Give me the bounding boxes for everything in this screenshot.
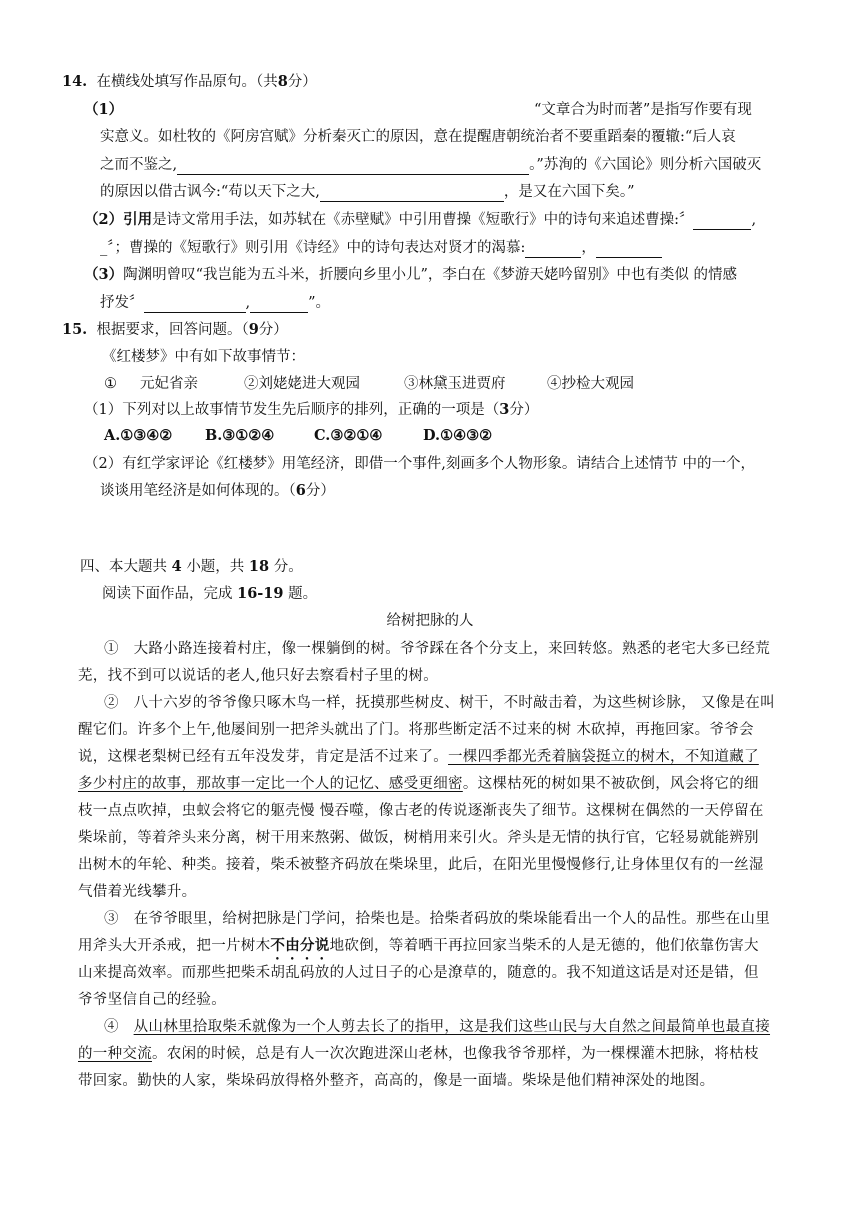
- q15-sub1: [84, 400, 538, 420]
- underlined-sentence-2: 从山林里拾取柴禾就像为一个人剪去长了的指甲，这是我们这些山民与大自然之间最简单也最直接: [133, 1019, 771, 1035]
- instruction-b: 题。: [288, 586, 318, 602]
- para4-line3: 带回家。勤快的人家，柴垛码放得格外整齐，高高的，像是一面墙。柴垛是他们精神深处的地图。: [78, 1073, 715, 1089]
- underlined-sentence-cont: 多少村庄的故事，那故事一定比一个人的记忆、感受更细密: [78, 776, 463, 792]
- section4-heading-mid: 小题，共: [186, 559, 245, 575]
- q15-option-a[interactable]: A.①③④②: [104, 427, 173, 444]
- q15-score: 9: [248, 321, 259, 338]
- q14-p1-line4-b: ，是又在六国下矣。”: [503, 184, 635, 200]
- q14-p1-line4: [100, 182, 635, 202]
- section4-heading-end: 分。: [273, 559, 303, 575]
- q15-sub2-score: 6: [295, 482, 306, 499]
- q14-p1-intro: “文章合为时而著”是指写作要有现: [534, 102, 752, 118]
- q14-p2-line2: [100, 238, 662, 258]
- para2-line5: 枝一点点吹掉，虫蚁会将它的躯壳慢 慢吞噬，像古老的传说逐渐丧失了细节。这棵树在偶然的一天停留在: [78, 803, 764, 819]
- para2-line7: 出树木的年轮、种类。接着，柴禾被整齐码放在柴垛里，此后，在阳光里慢慢修行,让身体里仅有的一丝湿: [78, 857, 764, 873]
- q14-p3-text2a: 抒发〞: [100, 295, 144, 311]
- q14-p3-text1: 陶渊明曾叹“我岂能为五斗米，折腰向乡里小儿”，李白在《梦游天姥吟留别》中也有类似 的情感: [123, 267, 738, 283]
- q15-intro: 《红楼梦》中有如下故事情节：: [102, 349, 305, 365]
- q15-sub2-line1: （2）有红学家评论《红楼梦》用笔经济，即借一个事件,刻画多个人物形象。请结合上述情节 中的一个，: [84, 456, 755, 472]
- q14-p2-label: （2）引用: [84, 211, 153, 228]
- dotted-emphasis-phrase: 不由分说: [270, 937, 330, 954]
- q14-p1-line3: [100, 155, 761, 175]
- instruction-range: 16-19: [237, 585, 284, 602]
- q14-p3-line2: [100, 293, 330, 313]
- answer-blank[interactable]: [596, 241, 662, 258]
- q15-stem: 根据要求，回答问题。（: [96, 322, 249, 338]
- q14-score: 8: [277, 73, 288, 90]
- para3-line2-a: 用斧头大开杀戒，把一片树木: [78, 938, 271, 954]
- underlined-sentence-2-cont: 的一种交流: [78, 1046, 152, 1062]
- q14-stem-end: 分）: [287, 74, 317, 90]
- answer-blank[interactable]: [250, 296, 308, 313]
- para2-line3-a: 说，这棵老梨树已经有五年没发芽，肯定是活不过来了。: [78, 749, 448, 765]
- q14-heading: [62, 72, 317, 92]
- q15-sub2-end: 分）: [305, 483, 335, 499]
- underlined-sentence: 一棵四季都光秃着脑袋挺立的树木，不知道藏了: [448, 749, 759, 765]
- para2-line4: [78, 774, 759, 794]
- q15-sub2-line2: [100, 481, 335, 501]
- q14-p3-line1: [84, 265, 737, 285]
- para2-line3: [78, 747, 759, 767]
- para4-line1: [104, 1017, 770, 1037]
- q15-stem-end: 分）: [258, 322, 288, 338]
- para2-line4-b: 。这棵枯死的树如果不被砍倒，风会将它的细: [462, 776, 759, 792]
- q14-p1-line4-a: 的原因以借古讽今:“苟以天下之大,: [100, 184, 320, 200]
- para4-number: ④: [104, 1019, 134, 1035]
- para3-line4: 爷爷坚信自己的经验。: [78, 992, 226, 1008]
- q15-option-d[interactable]: D.①④③②: [423, 427, 493, 444]
- q14-p1-label: （1）: [84, 101, 124, 118]
- q14-number: 14.: [62, 73, 88, 90]
- section4-points: 18: [248, 558, 270, 575]
- q14-p1-line3-b: 。”苏洵的《六国论》则分析六国破灭: [529, 157, 762, 173]
- q14-p3-label: （3）: [84, 266, 124, 283]
- q15-sub1-score: 3: [499, 401, 510, 418]
- para3-line1: ③ 在爷爷眼里，给树把脉是门学问，拾柴也是。拾柴者码放的柴垛能看出一个人的品性。那些在山里: [104, 911, 770, 927]
- q15-sub1-end: 分）: [509, 402, 539, 418]
- q14-p3-text2b: ,: [245, 295, 251, 311]
- q15-item-marker-1: ①: [104, 376, 117, 392]
- para2-line2: 醒它们。许多个上午,他屡间别一把斧头就出了门。将那些断定活不过来的树 木砍掉，再拖回家。爷爷会: [78, 722, 754, 738]
- para1-line2: 芜，找不到可以说话的老人,他只好去察看村子里的树。: [78, 668, 439, 684]
- q15-sub2-text: 谈谈用笔经济是如何体现的。（: [100, 483, 296, 499]
- para4-line2-b: 。农闲的时候，总是有人一次次跑进深山老林，也像我爷爷那样，为一棵棵灌木把脉，将枯枝: [152, 1046, 759, 1062]
- q15-item-1: 元妃省亲: [140, 376, 198, 392]
- article-title: 给树把脉的人: [386, 613, 474, 629]
- answer-blank[interactable]: [525, 241, 581, 258]
- answer-blank[interactable]: [320, 185, 504, 202]
- q14-p3-text2c: ”。: [308, 295, 331, 311]
- answer-blank[interactable]: [144, 296, 246, 313]
- q15-heading: [62, 320, 288, 340]
- q14-p2-text1-end: ,: [751, 212, 757, 228]
- q15-item-3: ③林黛玉进贾府: [404, 376, 506, 392]
- instruction-a: 阅读下面作品，完成: [102, 586, 233, 602]
- q15-item-2: ②刘姥姥进大观园: [244, 376, 360, 392]
- q14-p1-line3-a: 之而不鉴之,: [100, 157, 178, 173]
- answer-blank[interactable]: [177, 158, 529, 175]
- para3-line3: 山来提高效率。而那些把柴禾胡乱码放的人过日子的心是潦草的，随意的。我不知道这话是对还是错，但: [78, 965, 759, 981]
- para1-line1: ① 大路小路连接着村庄，像一棵躺倒的树。爷爷踩在各个分支上，来回转悠。熟悉的老宅大多已经荒: [104, 641, 770, 657]
- q14-p2-text2-b: ，: [581, 240, 596, 256]
- para3-line2-b: 地砍倒，等着晒干再拉回家当柴禾的人是无德的，他们依靠伤害大: [329, 938, 759, 954]
- para2-line6: 柴垛前，等着斧头来分离，树干用来熬粥、做饭，树梢用来引火。斧头是无情的执行官，它轻易就能辨别: [78, 830, 759, 846]
- answer-blank[interactable]: [693, 213, 751, 230]
- para2-line1: ② 八十六岁的爷爷像只啄木鸟一样，抚摸那些树皮、树干，不时敲击着，为这些树诊脉， 又像是在叫: [104, 695, 775, 711]
- q15-sub1-text: （1）下列对以上故事情节发生先后顺序的排列，正确的一项是（: [84, 402, 500, 418]
- q14-p2-text2: _〞；曹操的《短歌行》则引用《诗经》中的诗句表达对贤才的渴慕:: [100, 240, 526, 256]
- section4-instruction: [102, 584, 317, 604]
- q14-p1-line2: 实意义。如杜牧的《阿房宫赋》分析秦灭亡的原因，意在提醒唐朝统治者不要重蹈秦的覆辙:“后人哀: [100, 129, 736, 145]
- section4-heading-a: 四、本大题共: [80, 559, 167, 575]
- section4-heading: [80, 557, 303, 577]
- q15-option-c[interactable]: C.③②①④: [314, 427, 383, 444]
- q14-stem: 在横线处填写作品原句。（共: [96, 74, 278, 90]
- section4-count: 4: [171, 558, 182, 575]
- q14-p2-text1: 是诗文常用手法，如苏轼在《赤壁赋》中引用曹操《短歌行》中的诗句来追述曹操:〞: [152, 212, 694, 228]
- para4-line2: [78, 1044, 759, 1064]
- para3-line2: [78, 936, 759, 963]
- q14-p2-line1: [84, 210, 756, 230]
- q15-option-b[interactable]: B.③①②④: [205, 427, 275, 444]
- q15-item-4: ④抄检大观园: [547, 376, 634, 392]
- para2-line8: 气借着光线攀升。: [78, 884, 197, 900]
- q15-number: 15.: [62, 321, 88, 338]
